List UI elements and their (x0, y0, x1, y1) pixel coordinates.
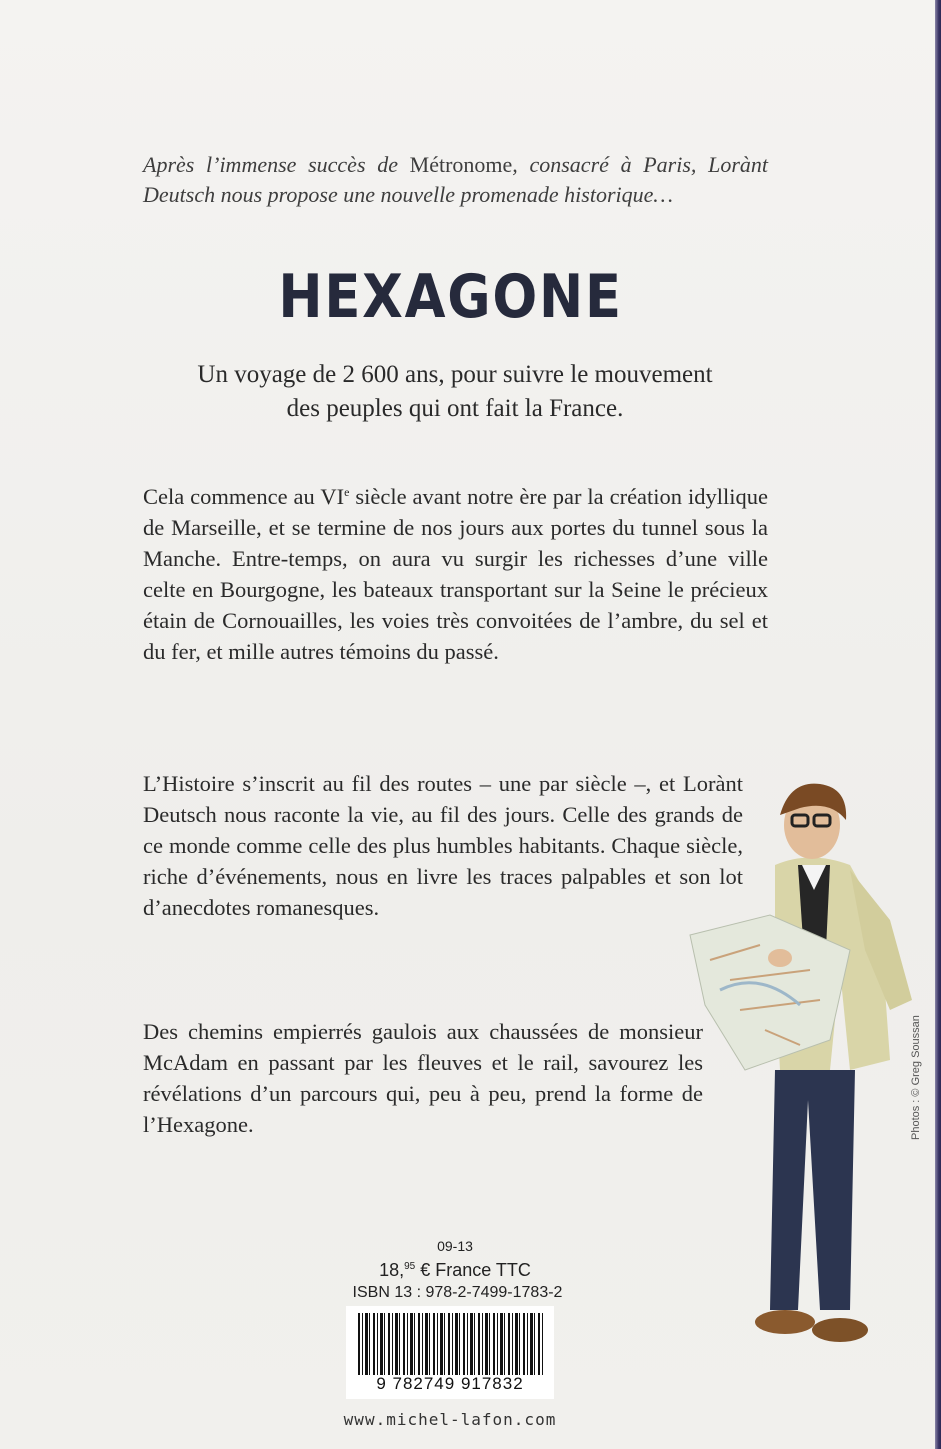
barcode (358, 1313, 543, 1375)
price-suffix: € France TTC (415, 1260, 531, 1280)
publisher-website: www.michel-lafon.com (343, 1410, 557, 1429)
price-cents: 95 (404, 1261, 416, 1272)
print-date-code: 09-13 (437, 1238, 473, 1254)
isbn: ISBN 13 : 978-2-7499-1783-2 (352, 1284, 563, 1301)
price (355, 1260, 555, 1281)
century-superscript: e (344, 485, 350, 499)
subtitle-line-2: des peuples qui ont fait la France. (286, 395, 624, 422)
subtitle-line-1: Un voyage de 2 600 ans, pour suivre le mouvement (197, 361, 713, 388)
paragraph-3: Des chemins empierrés gaulois aux chaussées de monsieur McAdam en passant par les fleuves et le rail, savourez les révélations d’un parcours qui, peu à peu, prend la forme de l’Hexagone. (143, 1019, 703, 1137)
intro-text (143, 150, 768, 210)
paragraph-1 (143, 477, 768, 667)
paragraph-1-start: Cela commence au VI (143, 484, 345, 509)
spine-edge (935, 0, 941, 1449)
author-photo (680, 770, 930, 1370)
intro-book-title: Métronome (409, 152, 513, 177)
subtitle (120, 358, 790, 426)
intro-part-3: , consacré à Paris, Lorànt Deutsch nous propose une nouvelle promenade historique… (143, 152, 768, 207)
price-main: 18, (379, 1260, 405, 1280)
paragraph-2: L’Histoire s’inscrit au fil des routes – une par siècle –, et Lorànt Deutsch nous raconte la vie, au fil des jours. Celle des grands de ce monde comme celle des plus humbles habitants. Chaque siècle, riche d’événements, nous en livre les traces palpables et son lot d’anecdotes romanesques. (143, 771, 743, 920)
intro-part-1: Après l’immense succès de (143, 152, 410, 177)
photo-credit: Photos : © Greg Soussan (910, 1015, 922, 1140)
book-title: HEXAGONE (278, 262, 623, 332)
barcode-digits: 9 782749 917832 (376, 1374, 524, 1393)
paragraph-1-rest: siècle avant notre ère par la création idyllique de Marseille, et se termine de nos jours aux portes du tunnel sous la Manche. Entre-temps, on aura vu surgir les richesses d’une ville celte en Bourgogne, les bateaux transportant sur la Seine le précieux étain de Cornouailles, les voies très convoitées de l’ambre, du sel et du fer, et mille autres témoins du passé. (143, 484, 768, 664)
